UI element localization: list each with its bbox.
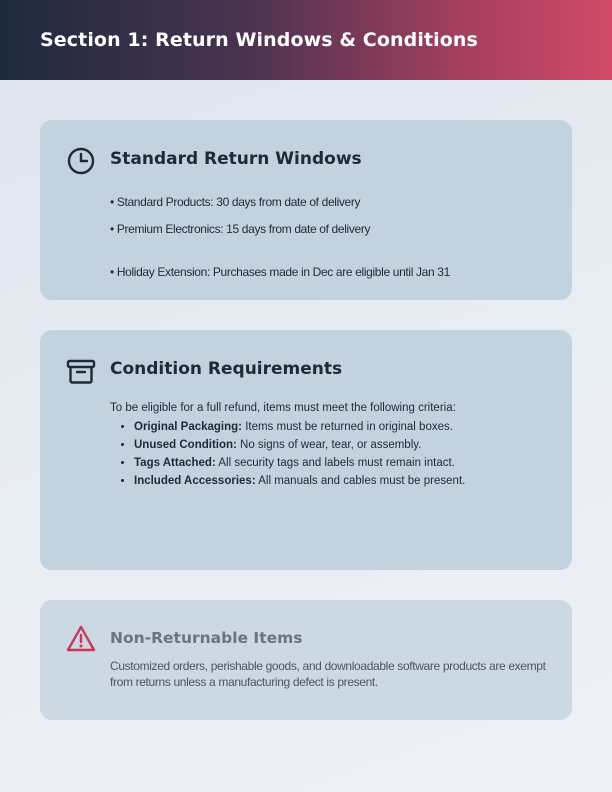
return-window-item: • Standard Products: 30 days from date of delivery [110,195,361,209]
list-item [134,418,465,436]
non-returnable-text: Customized orders, perishable goods, and downloadable software products are exempt from returns unless a manufacturing defect is present. [110,659,546,689]
condition-label: Original Packaging: [134,421,242,433]
clock-icon [66,146,96,176]
condition-label: Unused Condition: [134,439,237,451]
warning-triangle-icon [66,624,96,654]
condition-text: All manuals and cables must be present. [255,475,466,487]
list-item [134,436,465,454]
condition-text: No signs of wear, tear, or assembly. [236,439,422,451]
non-returnable-card [40,600,572,720]
condition-text: All security tags and labels must remain intact. [215,457,455,469]
condition-text: Items must be returned in original boxes. [242,421,453,433]
list-item [134,454,465,472]
condition-label: Tags Attached: [134,457,216,469]
condition-label: Included Accessories: [134,475,256,487]
return-windows-card [40,120,572,300]
condition-intro: To be eligible for a full refund, items must meet the following criteria: [110,402,456,414]
section-title: Section 1: Return Windows & Conditions [40,29,478,51]
archive-box-icon [66,356,96,386]
non-returnable-title: Non-Returnable Items [110,629,303,647]
list-item [134,472,465,490]
return-window-item: • Premium Electronics: 15 days from date of delivery [110,222,371,236]
return-window-item: • Holiday Extension: Purchases made in Dec are eligible until Jan 31 [110,265,450,279]
condition-requirements-card [40,330,572,570]
condition-requirements-title: Condition Requirements [110,359,343,379]
condition-list [110,418,465,490]
return-windows-title: Standard Return Windows [110,149,362,169]
section-header [0,0,612,80]
